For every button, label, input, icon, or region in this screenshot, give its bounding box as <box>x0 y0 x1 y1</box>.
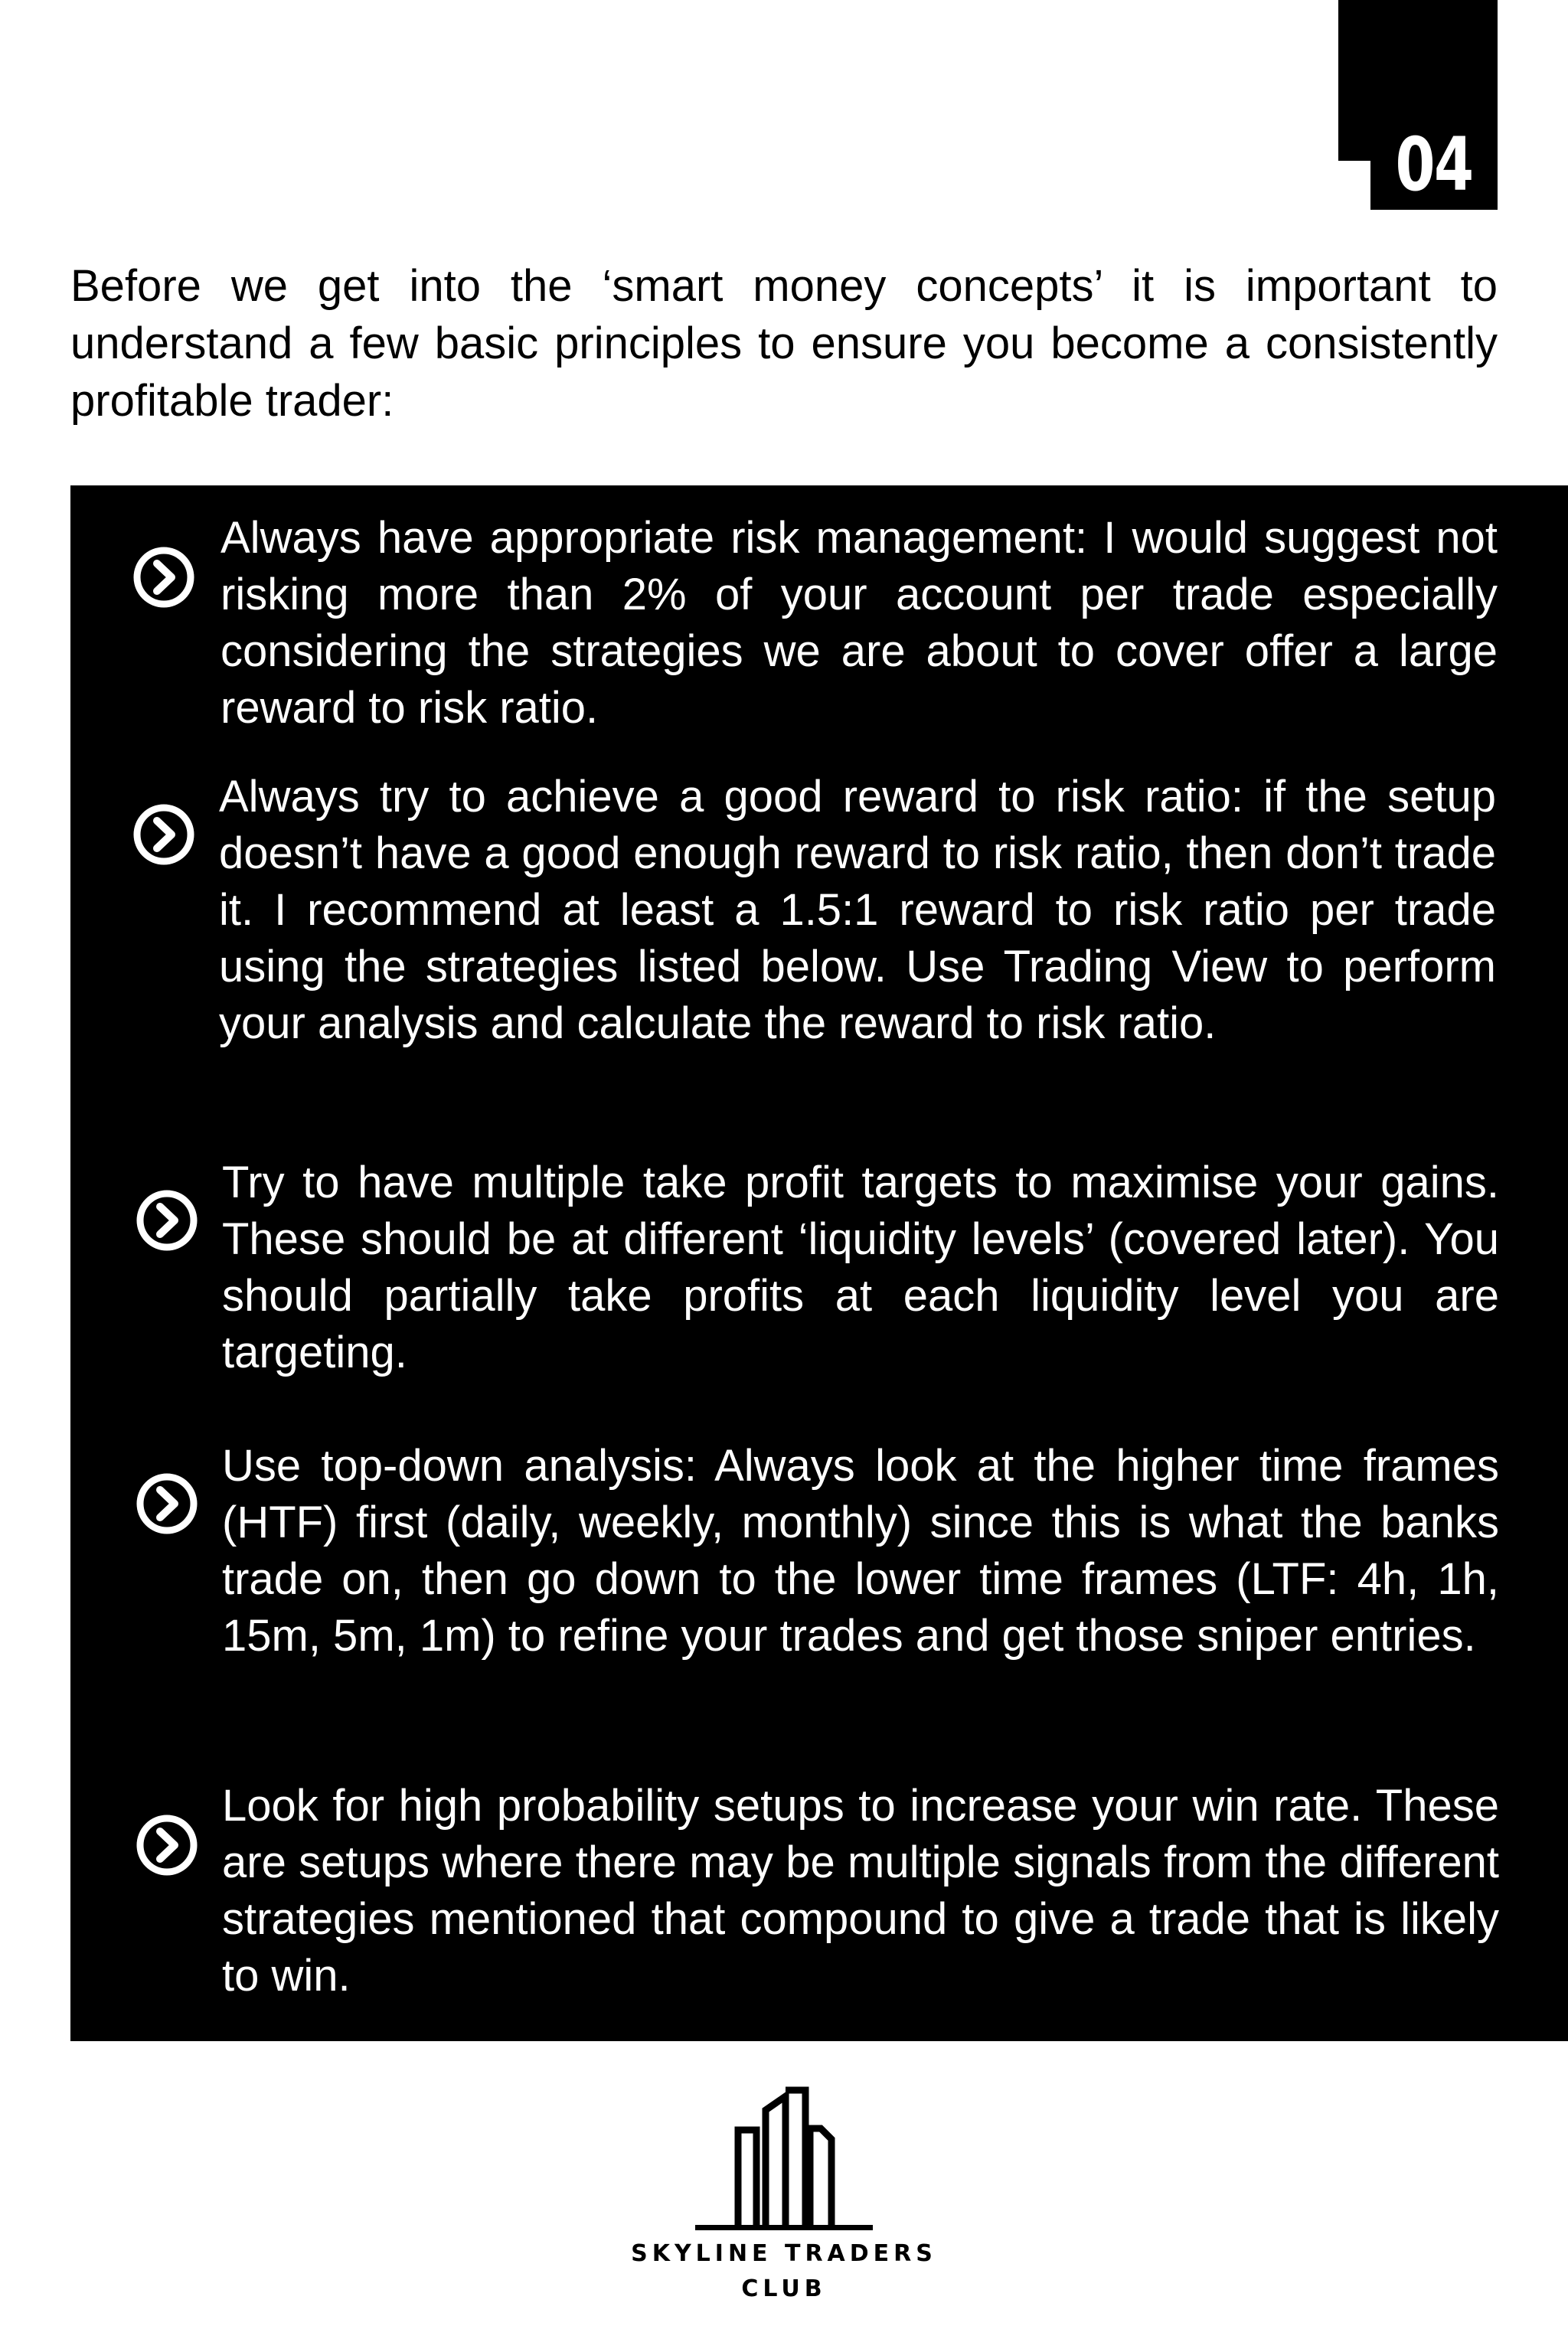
brand-name: SKYLINE TRADERS <box>631 2240 937 2267</box>
page-number: 04 <box>1395 122 1473 207</box>
chevron-circle-icon <box>132 802 196 867</box>
chevron-circle-icon <box>135 1813 199 1877</box>
page-badge-notch <box>1338 161 1370 210</box>
intro-paragraph: Before we get into the ‘smart money concepts’ it is important to understand a few basic principles to ensure you become a consistently profitable trader: <box>70 261 1498 426</box>
tip-text: Always try to achieve a good reward to risk ratio: if the setup doesn’t have a good enough reward to risk ratio, then don’t trade it. I recommend at least a 1.5:1 reward to risk ratio per trade using the strategies listed below. Use Trading View to perform your analysis and calculate the reward to risk ratio. <box>219 772 1496 1048</box>
skyline-buildings-icon <box>695 2084 873 2233</box>
tip-text: Use top-down analysis: Always look at the higher time frames (HTF) first (daily, weekly, monthly) since this is what the banks trade on, then go down to the lower time frames (LTF: 4h, 1h, 15m, 5m, 1m) to refine your trades and get those sniper entries. <box>222 1441 1499 1661</box>
tips-panel <box>70 485 1568 2041</box>
tip-text: Look for high probability setups to increase your win rate. These are setups where there may be multiple signals from the different strategies mentioned that compound to give a trade that is likely to win. <box>222 1781 1499 2001</box>
chevron-circle-icon <box>135 1472 199 1536</box>
tip-text: Try to have multiple take profit targets to maximise your gains. These should be at different ‘liquidity levels’ (covered later). You should partially take profits at each liquidity level you are targeting. <box>222 1158 1499 1377</box>
tip-text: Always have appropriate risk management: I would suggest not risking more than 2% of your account per trade especially considering the strategies we are about to cover offer a large reward to risk ratio. <box>220 513 1498 733</box>
chevron-circle-icon <box>135 1188 199 1253</box>
brand-name-line2: CLUB <box>741 2275 827 2302</box>
chevron-circle-icon <box>132 545 196 609</box>
